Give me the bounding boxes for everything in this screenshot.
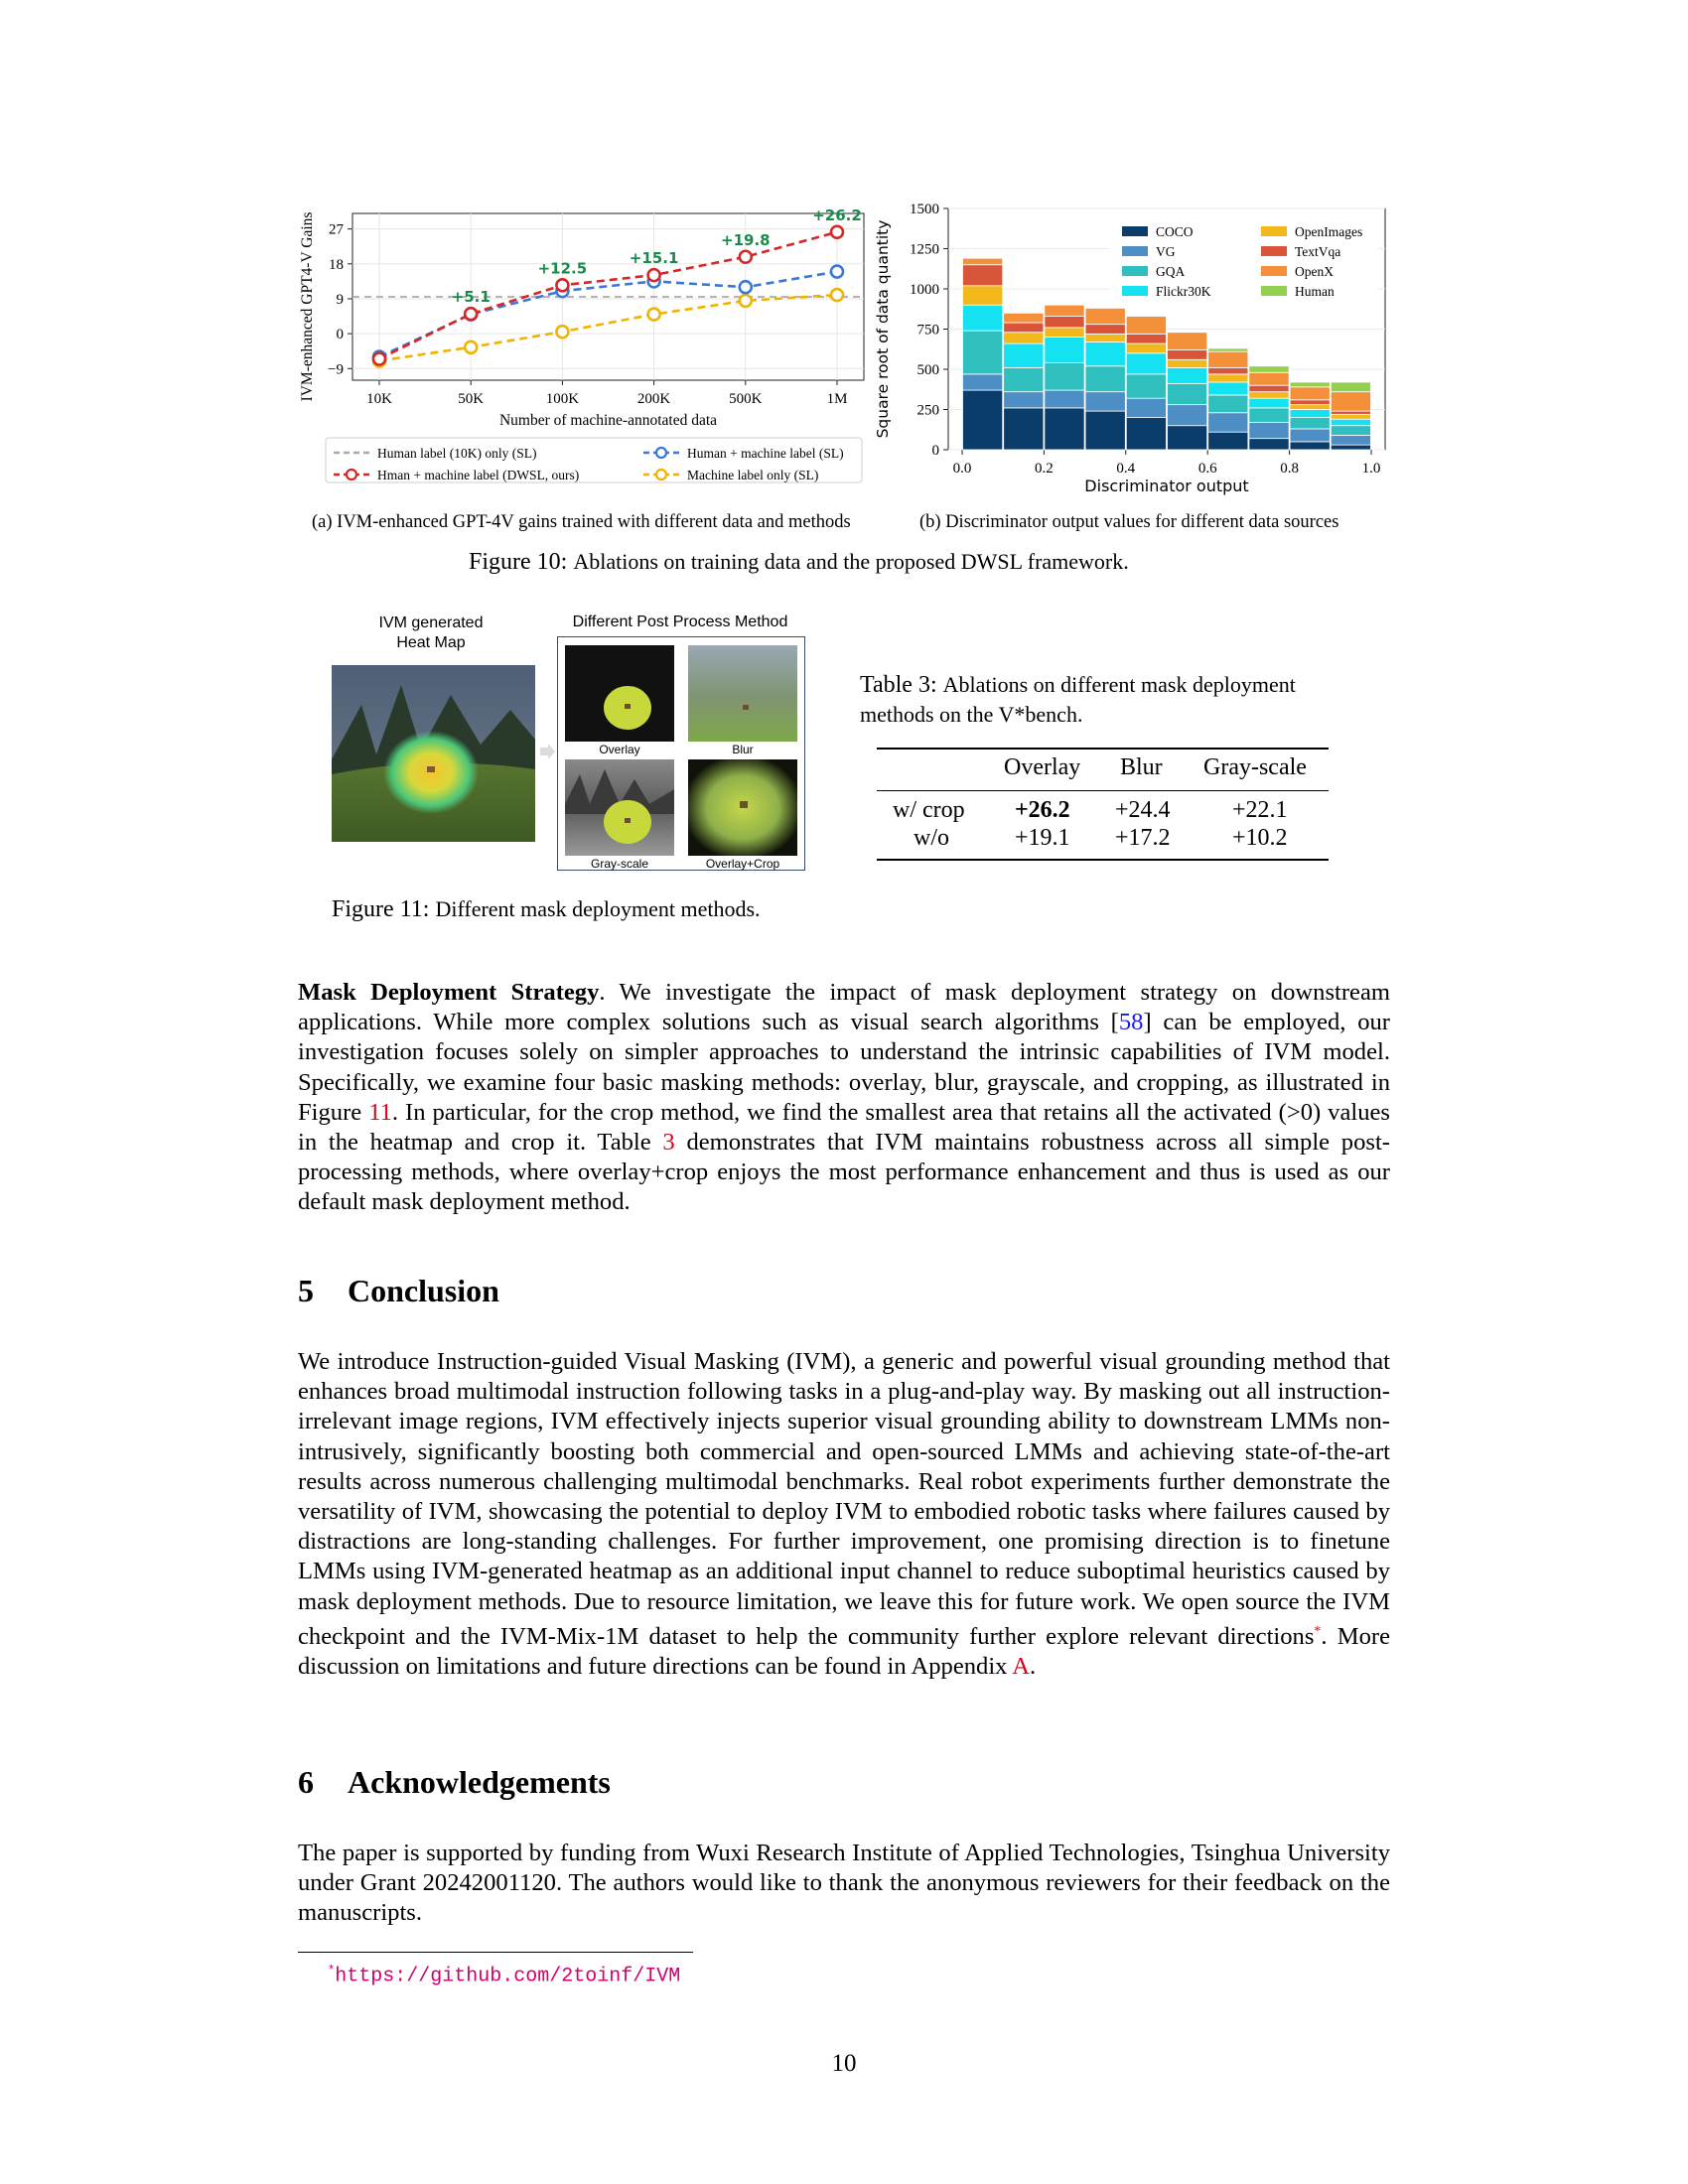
bar-segment <box>1126 353 1166 374</box>
footnote-rule <box>298 1952 693 1953</box>
legend-label: TextVqa <box>1295 244 1341 259</box>
x-tick-label: 1.0 <box>1361 461 1381 477</box>
x-tick-label: 1M <box>826 391 848 407</box>
bar-segment <box>1290 418 1330 429</box>
series-point <box>648 309 660 321</box>
bar-segment <box>1249 392 1289 398</box>
bar-segment <box>963 331 1003 374</box>
bar-segment <box>1126 343 1166 353</box>
series-point <box>556 279 568 291</box>
bar-segment <box>1331 445 1370 450</box>
legend-label: COCO <box>1156 224 1194 239</box>
series-point <box>831 266 843 278</box>
section-number: 6 <box>298 1764 314 1800</box>
table3-header-blur: Blur <box>1120 754 1163 780</box>
series-point <box>740 251 752 263</box>
chart-discriminator-output <box>874 199 1390 501</box>
x-axis-label: Number of machine-annotated data <box>498 412 718 429</box>
bar-segment <box>1004 333 1044 343</box>
legend-label: VG <box>1156 244 1176 259</box>
bar-segment <box>1045 305 1084 316</box>
section-heading-conclusion <box>298 1273 499 1309</box>
bar-segment <box>1085 341 1125 365</box>
heatmap-title <box>332 614 530 653</box>
bar-segment <box>1290 387 1330 400</box>
footnote-mark: * <box>328 1964 336 1978</box>
y-tick-label: 27 <box>329 221 344 238</box>
bar-segment <box>1085 366 1125 392</box>
bar-segment <box>1045 328 1084 338</box>
y-axis-label: IVM-enhanced GPT4-V Gains <box>299 211 316 402</box>
x-tick-label: 0.2 <box>1035 461 1054 477</box>
bar-segment <box>1208 348 1248 351</box>
y-tick-label: 1250 <box>910 241 939 258</box>
bar-segment <box>1331 419 1370 425</box>
mask-deployment-paragraph <box>298 978 1390 1218</box>
citation-link[interactable]: 58 <box>1118 1009 1144 1036</box>
y-tick-label: 1000 <box>910 282 939 298</box>
legend <box>1110 216 1378 299</box>
bar-segment <box>1290 429 1330 442</box>
bar-segment <box>1290 382 1330 387</box>
bar-segment <box>1331 392 1370 411</box>
table3-row-label: w/o <box>914 825 949 851</box>
section-number: 5 <box>298 1273 314 1308</box>
bar-segment <box>1208 351 1248 367</box>
bar-segment <box>1208 374 1248 382</box>
table3-cell: +26.2 <box>1015 797 1070 823</box>
y-tick-label: 9 <box>336 291 344 308</box>
conclusion-paragraph <box>298 1347 1390 1682</box>
paragraph-text: . In particular, for the crop method, we find the smallest area that retains all the activated (>0) values in the heatmap and crop it. Table <box>298 1098 1391 1157</box>
y-tick-label: 500 <box>916 362 939 378</box>
footnote <box>328 1964 680 1988</box>
legend-swatch <box>1261 286 1287 296</box>
data-label: +5.1 <box>451 288 491 307</box>
bar-segment <box>1249 385 1289 391</box>
series-point <box>831 289 843 301</box>
panel-label-grayscale: Gray-scale <box>590 857 648 871</box>
x-axis-label: Discriminator output <box>1084 477 1249 495</box>
bar-segment <box>1208 382 1248 395</box>
y-tick-label: −9 <box>328 361 344 378</box>
legend-swatch <box>1122 246 1148 256</box>
heatmap-title-line-1: IVM generated <box>378 614 484 631</box>
bar-segment <box>1168 405 1207 426</box>
arrow-right-icon <box>538 743 556 760</box>
bar-segment <box>1290 410 1330 418</box>
figure10-subcaption-a: (a) IVM-enhanced GPT-4V gains trained with different data and methods <box>312 512 851 532</box>
figure10-subcaption-b: (b) Discriminator output values for different data sources <box>919 512 1339 532</box>
bar-segment <box>963 258 1003 264</box>
legend-swatch <box>1261 266 1287 276</box>
table3-caption-text-2: methods on the V*bench. <box>860 702 1083 727</box>
series-point <box>740 295 752 307</box>
x-tick-label: 500K <box>729 391 763 407</box>
section-title: Acknowledgements <box>348 1764 611 1800</box>
legend-label: Hman + machine label (DWSL, ours) <box>377 468 580 482</box>
bar-segment <box>1004 367 1044 391</box>
bar-segment <box>963 390 1003 450</box>
section-heading-acknowledgements <box>298 1764 611 1801</box>
footnote-url-link[interactable]: https://github.com/2toinf/IVM <box>335 1965 681 1988</box>
bar-segment <box>1249 398 1289 408</box>
paragraph-text: . <box>1030 1653 1037 1681</box>
bar-segment <box>1004 323 1044 333</box>
bar-segment <box>963 305 1003 331</box>
table3-mid-rule <box>877 790 1329 791</box>
legend-label: Human <box>1295 284 1335 299</box>
x-tick-label: 0.4 <box>1116 461 1136 477</box>
bar-segment <box>1249 366 1289 372</box>
chart-gpt4v-gains <box>298 199 874 496</box>
x-tick-label: 200K <box>636 391 671 407</box>
bar-segment <box>1168 367 1207 383</box>
bar-segment <box>1126 374 1166 398</box>
figure11-caption-label: Figure 11: <box>332 896 430 922</box>
paragraph-text: We introduce Instruction-guided Visual Masking (IVM), a generic and powerful visual grounding method that enhances broad multimodal instruction following tasks in a plug-and-play way. By masking out all instruction-irrelevant image regions, IVM effectively injects superior visual grounding ability to downstream LMMs non-intrusively, significantly boosting both commercial and open-sourced LMMs and achieving state-of-the-art results across numerous challenging multimodal benchmarks. Real robot experiments further demonstrate the versatility of IVM, showcasing the potential to deploy IVM to embodied robotic tasks where failures caused by distractions are long-standing challenges. For further improvement, one promising direction is to finetune LMMs using IVM-generated heatmap as an additional input channel to reduce suboptimal heuristics caused by mask deployment methods. Due to resource limitation, we leave this for future work. We open source the IVM checkpoint and the IVM-Mix-1M dataset to help the community further explore relevant directions <box>298 1348 1390 1651</box>
bar-segment <box>1168 426 1207 450</box>
bar-segment <box>1045 390 1084 408</box>
legend-label: Human + machine label (SL) <box>687 446 844 461</box>
x-tick-label: 0.0 <box>952 461 972 477</box>
bar-segment <box>1085 411 1125 450</box>
bar-segment <box>1208 367 1248 373</box>
bar-segment <box>1004 343 1044 367</box>
bar-segment <box>1126 398 1166 417</box>
legend <box>326 438 862 482</box>
table3-bottom-rule <box>877 859 1329 861</box>
bar-segment <box>1004 408 1044 450</box>
table3-row-label: w/ crop <box>893 797 965 823</box>
bar-segment <box>1249 372 1289 385</box>
legend-label: GQA <box>1156 264 1186 279</box>
series-point <box>740 281 752 293</box>
paragraph-text: demonstrates that IVM maintains robustness across all simple post-processing methods, where overlay+crop enjoys the most performance enhancement and thus is used as our default mask deployment method. <box>298 1129 1390 1216</box>
y-tick-label: 250 <box>916 402 939 419</box>
legend-label: Human label (10K) only (SL) <box>377 446 537 461</box>
y-tick-label: 1500 <box>910 202 939 217</box>
legend-label: Machine label only (SL) <box>687 468 819 482</box>
bar-segment <box>1331 382 1370 392</box>
series-point <box>831 226 843 238</box>
bar-segment <box>1331 435 1370 445</box>
data-label: +12.5 <box>537 259 588 278</box>
heatmap-title-line-2: Heat Map <box>396 634 466 651</box>
acknowledgements-paragraph: The paper is supported by funding from Wuxi Research Institute of Applied Technologies, Tsinghua University under Grant 20242001120. The authors would like to thank the anonymous reviewers for their feedback on the manuscripts. <box>298 1840 1390 1927</box>
series-point <box>556 326 568 338</box>
page-number: 10 <box>831 2050 857 2077</box>
table3-cell: +10.2 <box>1232 825 1288 851</box>
overlay-photo <box>565 645 674 742</box>
panel-label-overlay-crop: Overlay+Crop <box>705 857 780 871</box>
paragraph-text: . We investigate the impact of mask deployment strategy on downstream applications. While more complex solutions such as visual search algorithms [ <box>298 979 1390 1036</box>
bar-segment <box>1085 334 1125 341</box>
x-tick-label: 0.6 <box>1197 461 1217 477</box>
section-title: Conclusion <box>348 1273 499 1308</box>
bar-segment <box>1208 413 1248 432</box>
bar-segment <box>1126 334 1166 343</box>
method-title: Different Post Process Method <box>572 614 788 630</box>
table3-caption-text-1: Ablations on different mask deployment <box>942 672 1296 697</box>
table3-cell: +19.1 <box>1015 825 1070 851</box>
series-point <box>373 353 385 365</box>
bar-segment <box>963 265 1003 286</box>
panel-label-overlay: Overlay <box>599 743 640 756</box>
legend-marker <box>656 448 666 458</box>
bar-segment <box>963 286 1003 305</box>
bar-segment <box>963 374 1003 390</box>
panel-label-blur: Blur <box>732 743 754 756</box>
heatmap-photo <box>332 665 535 842</box>
table3-header-grayscale: Gray-scale <box>1203 754 1307 780</box>
table3-header-overlay: Overlay <box>1004 754 1081 780</box>
data-label: +15.1 <box>629 249 679 268</box>
bar-segment <box>1126 418 1166 450</box>
x-tick-label: 0.8 <box>1280 461 1299 477</box>
bar-segment <box>1004 392 1044 408</box>
table-ref-link[interactable]: 3 <box>662 1129 675 1157</box>
series-point <box>648 269 660 281</box>
figure11-caption <box>332 896 761 923</box>
legend-label: Flickr30K <box>1156 284 1211 299</box>
bar-segment <box>1045 363 1084 391</box>
legend-marker <box>656 470 666 479</box>
legend-marker <box>347 470 356 479</box>
y-tick-label: 0 <box>336 327 344 343</box>
figure11-caption-text: Different mask deployment methods. <box>435 896 761 921</box>
table3-top-rule <box>877 748 1329 750</box>
bar-segment <box>1290 400 1330 405</box>
bar-segment <box>1208 432 1248 450</box>
bar-segment <box>1168 359 1207 367</box>
bar-segment <box>1045 317 1084 328</box>
bar-segment <box>1168 333 1207 350</box>
table3-cell: +17.2 <box>1115 825 1171 851</box>
x-tick-label: 100K <box>545 391 580 407</box>
legend-swatch <box>1122 286 1148 296</box>
bar-segment <box>1331 426 1370 436</box>
bar-segment <box>1045 408 1084 450</box>
paragraph-text: . More discussion on limitations and future directions can be found in Appendix <box>298 1623 1390 1681</box>
paragraph-text: ] can be employed, our investigation focuses solely on simpler approaches to understand the intrinsic capabilities of IVM model. Specifically, we examine four basic masking methods: overlay, blur, grayscale, and cropping, as illustrated in Figure <box>298 1009 1390 1126</box>
table3-caption-label: Table 3: <box>860 672 937 698</box>
series-point <box>465 341 477 353</box>
bar-segment <box>1085 392 1125 411</box>
figure-ref-link[interactable]: 11 <box>368 1098 392 1126</box>
appendix-ref-link[interactable]: A <box>1012 1653 1031 1681</box>
table3-cell: +24.4 <box>1115 797 1171 823</box>
figure10-caption-text: Ablations on training data and the proposed DWSL framework. <box>573 549 1129 574</box>
figure10-caption-label: Figure 10: <box>469 549 568 575</box>
bar-segment <box>1249 422 1289 438</box>
grayscale-photo <box>565 759 674 856</box>
blur-photo <box>688 645 797 742</box>
series-point <box>465 308 477 320</box>
legend-swatch <box>1261 246 1287 256</box>
bar-segment <box>1208 395 1248 413</box>
y-axis-label: Square root of data quantity <box>874 219 892 439</box>
bar-segment <box>1249 439 1289 450</box>
y-tick-label: 18 <box>329 256 344 273</box>
bar-segment <box>1168 384 1207 405</box>
y-tick-label: 0 <box>931 443 939 459</box>
table3-caption <box>860 670 1296 729</box>
paragraph-lead: Mask Deployment Strategy <box>298 979 600 1006</box>
footnote-mark[interactable]: * <box>1314 1623 1322 1639</box>
bar-segment <box>1085 325 1125 335</box>
figure10-caption <box>469 549 1129 576</box>
bar-segment <box>1290 442 1330 450</box>
table3-cell: +22.1 <box>1232 797 1288 823</box>
x-tick-label: 50K <box>458 391 485 407</box>
bar-segment <box>1168 350 1207 360</box>
bar-segment <box>1331 411 1370 414</box>
legend-swatch <box>1122 266 1148 276</box>
legend-swatch <box>1261 226 1287 236</box>
bar-segment <box>1290 405 1330 410</box>
overlay-crop-photo <box>688 759 797 856</box>
bar-segment <box>1004 313 1044 323</box>
x-tick-label: 10K <box>366 391 392 407</box>
bar-segment <box>1126 317 1166 335</box>
bar-segment <box>1085 308 1125 324</box>
bar-segment <box>1249 408 1289 423</box>
legend-label: OpenImages <box>1295 224 1363 239</box>
data-label: +26.2 <box>812 205 862 224</box>
bar-segment <box>1331 414 1370 419</box>
bar-segment <box>1045 338 1084 363</box>
legend-label: OpenX <box>1295 264 1334 279</box>
legend-swatch <box>1122 226 1148 236</box>
y-tick-label: 750 <box>916 322 939 339</box>
data-label: +19.8 <box>721 230 771 249</box>
